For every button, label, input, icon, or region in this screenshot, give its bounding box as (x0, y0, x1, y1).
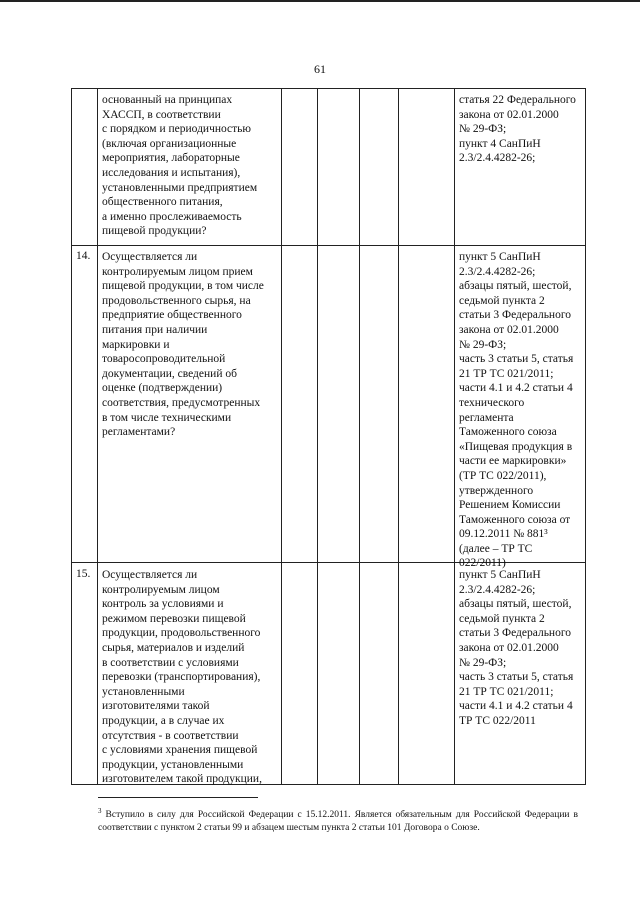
column-border (398, 88, 399, 785)
row-border (71, 245, 586, 246)
column-border (359, 88, 360, 785)
row-border (71, 88, 586, 89)
footnote-separator (98, 797, 258, 798)
question-text: Осуществляется ли контролируемым лицом прием пищевой продукции, в том числе продовольственного сырья, на предприятие общественного питания при наличии маркировки и товаросопроводительной документации, сведений об оценке (подтверждении) соответствия, предусмотренных в том числе техническими регламентами? (102, 251, 264, 439)
footnote-text: Вступило в силу для Российской Федерации с 15.12.2011. Является обязательным для Российской Федерации в соответствии с пунктом 2 статьи 99 и абзацем шестым пункта 2 статьи 101 Договора о Союзе. (98, 810, 579, 833)
question-text: основанный на принципах ХАССП, в соответствии с порядком и периодичностью (включая организационные мероприятия, лабораторные исследования и испытания), установленными предприятием общественного питания, а именно прослеживаемость пищевой продукции? (102, 94, 258, 238)
column-border (454, 88, 455, 785)
question-text: Осуществляется ли контролируемым лицом контроль за условиями и режимом перевозки пищевой продукции, продовольственного сырья, материалов и изделий в соответствии с условиями перевозки (транспортирования), установленными изготовителями такой продукции, а в случае их отсутствия - в соответствии с условиями хранения пищевой продукции, установленными изготовителем такой продукции, (102, 569, 262, 786)
column-border (585, 88, 586, 785)
row-number: 14. (76, 250, 91, 262)
footnote (98, 805, 578, 834)
footnote-marker: 3 (98, 807, 102, 815)
row-number: 15. (76, 568, 91, 580)
page-top-border (0, 0, 640, 2)
column-border (97, 88, 98, 785)
legal-reference-text: статья 22 Федерального закона от 02.01.2000 № 29-ФЗ; пункт 4 СанПиН 2.3/2.4.4282-26; (459, 94, 576, 165)
page-number: 61 (314, 62, 326, 76)
legal-reference-text: пункт 5 СанПиН 2.3/2.4.4282-26; абзацы пятый, шестой, седьмой пункта 2 статьи 3 Федерального закона от 02.01.2000 № 29-ФЗ; часть 3 статьи 5, статья 21 ТР ТС 021/2011; части 4.1 и 4.2 статьи 4 ТР ТС 022/2011 (459, 569, 574, 727)
column-border (317, 88, 318, 785)
legal-reference-text: пункт 5 СанПиН 2.3/2.4.4282-26; абзацы пятый, шестой, седьмой пункта 2 статьи 3 Федерального закона от 02.01.2000 № 29-ФЗ; часть 3 статьи 5, статья 21 ТР ТС 021/2011; части 4.1 и 4.2 статьи 4 технического регламента Таможенного союза «Пищевая продукция в части ее маркировки» (ТР ТС 022/2011), утвержденного Решением Комиссии Таможенного союза от 09.12.2011 № 881³ (далее – ТР ТС 022/2011) (459, 251, 574, 570)
column-border (281, 88, 282, 785)
column-border (71, 88, 72, 785)
checklist-table (71, 88, 586, 785)
